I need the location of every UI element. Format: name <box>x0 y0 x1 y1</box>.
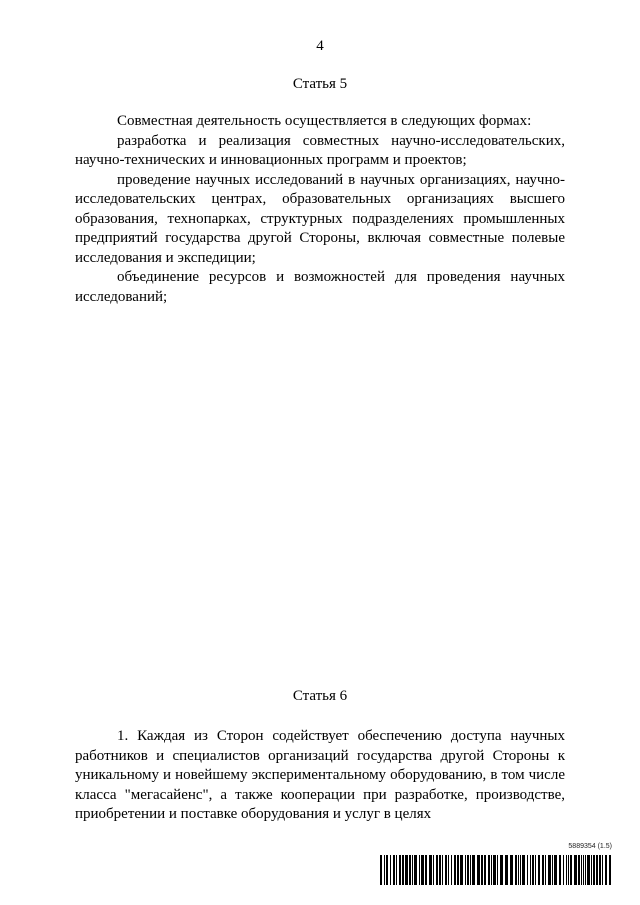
barcode-area <box>380 843 612 891</box>
article-6-paragraph: 1. Каждая из Сторон содействует обеспечению доступа научных работников и специалистов организаций государства другой Стороны к уникальному и новейшему экспериментальному оборудованию, в том числе класса "мегасайенс", а также кооперации при разработке, производстве, приобретении и поставке оборудования и услуг в целях <box>75 728 565 822</box>
page-number: 4 <box>316 38 324 54</box>
article-5-paragraph: разработка и реализация совместных научно-исследовательских, научно-технических и инновационных программ и проектов; <box>75 132 565 168</box>
article-5-paragraph: проведение научных исследований в научных организациях, научно-исследовательских центрах, образовательных организациях высшего образования, технопарках, структурных подразделениях промышленных предприятий государства другой Стороны, включая совместные полевые исследования и экспедиции; <box>75 171 565 266</box>
barcode <box>380 855 612 885</box>
barcode-label: 5889354 (1.5) <box>568 843 612 850</box>
article-5-paragraph: Совместная деятельность осуществляется в следующих формах: <box>117 113 532 129</box>
article-6-heading: Статья 6 <box>292 688 348 704</box>
article-5-paragraph: объединение ресурсов и возможностей для проведения научных исследований; <box>75 269 565 305</box>
article-6-body <box>75 727 565 825</box>
article-5-body <box>75 112 565 307</box>
article-5-heading: Статья 5 <box>292 76 348 92</box>
